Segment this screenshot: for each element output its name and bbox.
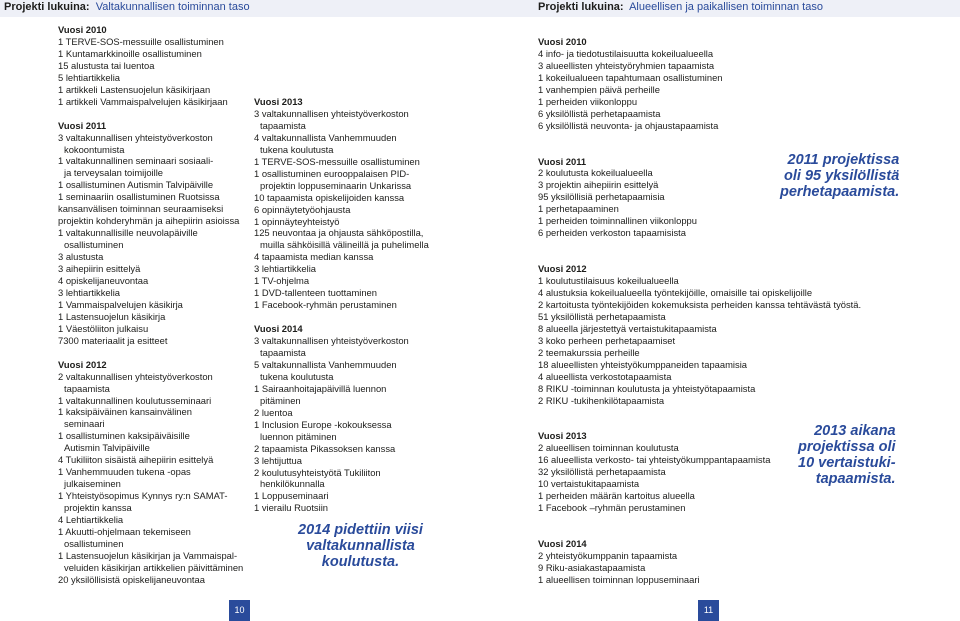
- list-line: henkilökunnalla: [260, 478, 325, 490]
- list-line: 5 valtakunnallista Vanhemmuuden: [254, 358, 397, 370]
- year-2010-list: [538, 48, 861, 132]
- left-page-header: [0, 0, 480, 17]
- list-line: 2 alueellisen toiminnan koulutusta: [538, 442, 679, 454]
- list-line: 1 Lastensuojelun käsikirjan ja Vammaispal-: [58, 549, 238, 561]
- list-line: 3 alueellisten yhteistyöryhmien tapaamista: [538, 59, 715, 71]
- list-line: 3 koko perheen perhetapaamiset: [538, 334, 676, 346]
- year-2010-heading: Vuosi 2010: [538, 36, 587, 47]
- list-line: oli 95 yksilöllistä: [784, 168, 900, 184]
- list-line: luennon pitäminen: [260, 430, 337, 442]
- list-line: 4 alueellista verkostotapaamista: [538, 370, 672, 382]
- list-line: muilla sähköisillä välineillä ja puhelimella: [260, 239, 429, 251]
- list-line: 3 alustusta: [58, 251, 104, 263]
- right-page: [480, 0, 960, 621]
- header-title: Projekti lukuina:: [4, 1, 90, 13]
- list-line: 4 valtakunnallista Vanhemmuuden: [254, 131, 397, 143]
- year-2013-list: [254, 108, 429, 311]
- list-line: 2013 aikana: [814, 423, 896, 439]
- note-lines: [798, 423, 896, 487]
- list-line: 1 opinnäyteyhteistyö: [254, 215, 340, 227]
- list-line: kansanvälisen toiminnan seuraamiseksi: [58, 203, 224, 215]
- right-page-header: [480, 0, 960, 17]
- list-line: 1 osallistuminen eurooppalaisen PID-: [254, 167, 410, 179]
- list-line: 2014 pidettiin viisi: [298, 522, 423, 538]
- list-line: 1 Akuutti-ohjelmaan tekemiseen: [58, 526, 191, 537]
- list-line: 32 yksilöllistä perhetapaamista: [538, 466, 666, 478]
- list-line: 1 Loppuseminaari: [254, 490, 329, 502]
- year-2010-heading: Vuosi 2010: [58, 24, 107, 35]
- list-line: 2 koulutusta kokeilualueella: [538, 167, 653, 179]
- list-line: tukena koulutusta: [260, 370, 334, 382]
- list-line: 1 Facebook –ryhmän perustaminen: [538, 502, 686, 514]
- list-line: 10 vertaistukitapaamista: [538, 478, 640, 490]
- list-line: seminaari: [64, 418, 105, 430]
- list-line: tapaamista: [64, 382, 110, 394]
- list-line: ja terveysalan toimijoille: [64, 167, 164, 179]
- list-line: tukena koulutusta: [260, 143, 334, 155]
- list-line: 4 Tukiliiton sisäistä aihepiirin esittelyä: [58, 454, 214, 466]
- list-line: 1 perheiden toiminnallinen viikonloppu: [538, 215, 697, 227]
- year-2012-heading: Vuosi 2012: [538, 263, 587, 275]
- year-2014-list: [254, 335, 429, 514]
- list-line: 1 Facebook-ryhmän perustaminen: [254, 299, 397, 311]
- list-line: 2 luentoa: [254, 406, 293, 418]
- header-subtitle: Valtakunnallisen toiminnan taso: [95, 1, 250, 13]
- note-lines: [298, 522, 423, 570]
- note-2014-trainings: [298, 522, 423, 570]
- year-2014-list: [538, 550, 861, 586]
- list-line: 1 kaksipäiväinen kansainvälinen: [58, 406, 192, 418]
- list-line: projektin loppuseminaarin Unkarissa: [260, 179, 412, 191]
- list-line: 1 artikkeli Vammaispalvelujen käsikirjaan: [58, 95, 228, 107]
- list-line: 1 osallistuminen kaksipäiväisille: [58, 430, 190, 442]
- year-2011-list: [58, 132, 243, 347]
- list-line: 1 TERVE-SOS-messuille osallistuminen: [58, 35, 224, 47]
- list-line: 2 teemakurssia perheille: [538, 346, 640, 358]
- list-line: 1 Vanhemmuuden tukena -opas: [58, 466, 191, 478]
- list-line: 2 RIKU -tukihenkilötapaamista: [538, 394, 665, 406]
- list-line: 3 valtakunnallisen yhteistyöverkoston: [254, 335, 409, 347]
- year-2013-heading: Vuosi 2013: [538, 430, 587, 442]
- year-2012-heading: Vuosi 2012: [58, 358, 107, 370]
- list-line: projektissa oli: [798, 439, 896, 455]
- list-line: 1 Inclusion Europe -kokouksessa: [254, 418, 392, 430]
- list-line: 125 neuvontaa ja ohjausta sähköpostilla,: [254, 227, 424, 239]
- list-line: 1 koulutustilaisuus kokeilualueella: [538, 275, 679, 286]
- list-line: 4 opiskelijaneuvontaa: [58, 275, 149, 286]
- list-line: osallistuminen: [64, 239, 124, 251]
- page-number: 11: [698, 600, 719, 621]
- list-line: 95 yksilöllisiä perhetapaamisia: [538, 191, 665, 203]
- list-line: 1 kokeilualueen tapahtumaan osallistuminen: [538, 71, 723, 83]
- year-2012-list: [538, 275, 861, 406]
- year-2010-list: [58, 36, 243, 108]
- list-line: perhetapaamista.: [780, 184, 900, 200]
- list-line: 7300 materiaalit ja esitteet: [58, 334, 168, 346]
- list-line: pitäminen: [260, 394, 301, 406]
- list-line: 8 alueella järjestettyä vertaistukitapaamista: [538, 322, 717, 334]
- list-line: 1 Yhteistyösopimus Kynnys ry:n SAMAT-: [58, 490, 228, 502]
- list-line: 15 alustusta tai luentoa: [58, 59, 155, 71]
- note-2013-peer-meetings: [798, 423, 896, 487]
- list-line: 5 lehtiartikkelia: [58, 71, 121, 83]
- list-line: projektin kanssa: [64, 502, 132, 514]
- note-lines: [780, 152, 899, 200]
- list-line: 3 valtakunnallisen yhteistyöverkoston: [254, 107, 409, 119]
- list-line: projektin kohderyhmän ja aihepiirin asioissa: [58, 215, 240, 227]
- list-line: 2 tapaamista Pikassoksen kanssa: [254, 442, 396, 454]
- list-line: 2 valtakunnallisen yhteistyöverkoston: [58, 370, 213, 382]
- list-line: 2 koulutusyhteistyötä Tukiliiton: [254, 466, 381, 478]
- list-line: 18 alueellisten yhteistyökumppaneiden tapaamisia: [538, 358, 747, 370]
- list-line: 1 osallistuminen Autismin Talvipäiville: [58, 179, 214, 191]
- list-line: 1 DVD-tallenteen tuottaminen: [254, 287, 377, 299]
- list-line: 10 tapaamista opiskelijoiden kanssa: [254, 191, 405, 203]
- list-line: 20 yksilöllisistä opiskelijaneuvontaa: [58, 573, 205, 585]
- list-line: 2 yhteistyökumppanin tapaamista: [538, 549, 678, 561]
- list-line: 6 perheiden verkoston tapaamisista: [538, 227, 687, 239]
- list-line: tapaamista.: [815, 471, 896, 487]
- list-line: tapaamista: [260, 119, 306, 131]
- left-column-1: [58, 24, 243, 586]
- list-line: 4 Lehtiartikkelia: [58, 514, 124, 526]
- list-line: 16 alueellista verkosto- tai yhteistyökumppantapaamista: [538, 454, 771, 466]
- list-line: 9 Riku-asiakastapaamista: [538, 561, 646, 573]
- list-line: 1 valtakunnallisille neuvolapäiville: [58, 227, 198, 239]
- header-subtitle: Alueellisen ja paikallisen toiminnan taso: [629, 1, 823, 13]
- list-line: 3 lehtijuttua: [254, 454, 302, 466]
- list-line: 1 Lastensuojelun käsikirja: [58, 310, 166, 322]
- list-line: 1 valtakunnallinen seminaari sosiaali-: [58, 155, 214, 167]
- list-line: 8 RIKU -toiminnan koulutusta ja yhteistyötapaamista: [538, 382, 756, 394]
- list-line: 1 artikkeli Lastensuojelun käsikirjaan: [58, 83, 211, 95]
- list-line: 1 alueellisen toiminnan loppuseminaari: [538, 573, 700, 585]
- list-line: 1 Vammaispalvelujen käsikirja: [58, 298, 183, 310]
- year-2012-list: [58, 371, 243, 586]
- year-2011-heading: Vuosi 2011: [538, 155, 587, 167]
- list-line: 1 vanhempien päivä perheille: [538, 83, 660, 95]
- page-number: 10: [229, 600, 250, 621]
- list-line: 3 projektin aihepiirin esittelyä: [538, 179, 659, 191]
- list-line: 2 kartoitusta työntekijöiden kokemuksista perheiden kanssa tehtävästä työstä.: [538, 298, 862, 310]
- list-line: Autismin Talvipäiville: [64, 442, 150, 454]
- list-line: julkaiseminen: [64, 478, 121, 490]
- list-line: 1 Kuntamarkkinoille osallistuminen: [58, 47, 202, 59]
- list-line: 1 valtakunnallinen koulutusseminaari: [58, 394, 212, 406]
- list-line: 1 perheiden viikonloppu: [538, 95, 638, 107]
- list-line: 6 yksilöllistä neuvonta- ja ohjaustapaamista: [538, 119, 719, 131]
- list-line: 3 lehtiartikkelia: [254, 263, 317, 275]
- list-line: veluiden käsikirjan artikkelien päivittäminen: [64, 561, 244, 573]
- year-2011-heading: Vuosi 2011: [58, 119, 107, 131]
- list-line: 6 yksilöllistä perhetapaamista: [538, 107, 661, 119]
- right-column: [538, 36, 861, 586]
- list-line: 1 vierailu Ruotsiin: [254, 502, 328, 514]
- list-line: kokoontumista: [64, 143, 125, 155]
- list-line: 51 yksilöllistä perhetapaamista: [538, 310, 666, 322]
- list-line: 6 opinnäytetyöohjausta: [254, 203, 351, 215]
- list-line: osallistuminen: [64, 537, 124, 549]
- list-line: koulutusta.: [321, 554, 400, 570]
- list-line: 4 info- ja tiedotustilaisuutta kokeilualueella: [538, 47, 714, 59]
- list-line: 3 lehtiartikkelia: [58, 286, 121, 298]
- list-line: 4 tapaamista median kanssa: [254, 251, 374, 263]
- list-line: 1 TERVE-SOS-messuille osallistuminen: [254, 155, 420, 167]
- note-2011-family-meetings: [780, 152, 899, 200]
- header-title: Projekti lukuina:: [538, 1, 624, 13]
- list-line: 1 seminaariin osallistuminen Ruotsissa: [58, 191, 220, 203]
- list-line: 4 alustuksia kokeilualueella työntekijöille, omaisille tai opiskelijoille: [538, 286, 813, 298]
- list-line: 10 vertaistuki-: [798, 455, 896, 471]
- list-line: 1 Sairaanhoitajapäivillä luennon: [254, 382, 387, 394]
- left-column-2: [254, 96, 429, 514]
- list-line: 1 perhetapaaminen: [538, 203, 619, 215]
- list-line: 2011 projektissa: [787, 152, 900, 168]
- list-line: 1 TV-ohjelma: [254, 275, 310, 287]
- year-2013-heading: Vuosi 2013: [254, 96, 303, 107]
- list-line: 1 Väestöliiton julkaisu: [58, 322, 149, 334]
- list-line: 1 perheiden määrän kartoitus alueella: [538, 490, 695, 502]
- year-2014-heading: Vuosi 2014: [254, 323, 303, 335]
- list-line: tapaamista: [260, 347, 306, 358]
- year-2014-heading: Vuosi 2014: [538, 537, 587, 549]
- list-line: 3 valtakunnallisen yhteistyöverkoston: [58, 131, 213, 143]
- list-line: 3 aihepiirin esittelyä: [58, 263, 141, 275]
- list-line: valtakunnallista: [306, 538, 415, 554]
